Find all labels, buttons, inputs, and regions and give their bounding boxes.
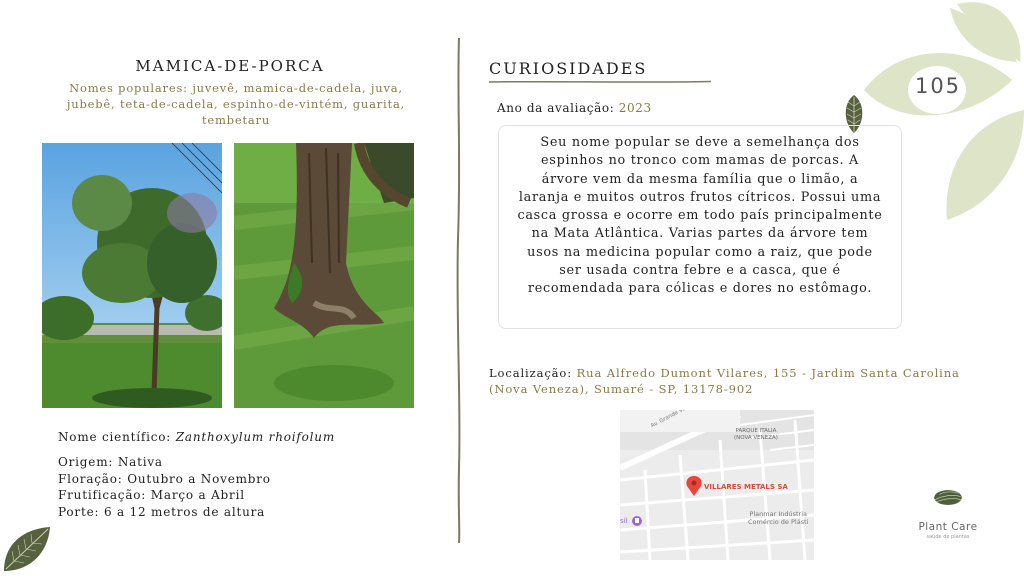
section-divider bbox=[454, 38, 464, 543]
fact-flowering: Floração: Outubro a Novembro bbox=[58, 471, 271, 486]
page-number: 105 bbox=[914, 74, 962, 98]
evaluation-year-label: Ano da avaliação: bbox=[497, 101, 615, 115]
tree-photo bbox=[42, 143, 222, 408]
corner-leaf-icon bbox=[2, 525, 52, 573]
curiosities-text: Seu nome popular se deve a semelhança dos espinhos no tronco com mamas de porcas. A árvore vem da mesma família que o limão, a laranja e muitos outros frutos cítricos. Possui uma casca grossa e ocorre em todo país principalmente na Mata Atlântica. Varias partes da árvore tem usos na medicina popular como a raiz, que pode ser usada contra febre e a casca, que é recomendada para cólicas e dores no estômago. bbox=[498, 125, 902, 329]
brand-name: Plant Care bbox=[918, 521, 978, 533]
location-label: Localização: bbox=[489, 366, 573, 380]
scientific-name: Zanthoxylum rhoifolum bbox=[175, 430, 336, 444]
popular-names-label: Nomes populares: bbox=[69, 81, 188, 95]
fact-origin: Origem: Nativa bbox=[58, 455, 163, 469]
map-district-label: PARQUE ITALIA (NOVA VENEZA) bbox=[734, 428, 778, 441]
brand-tagline: saúde de plantas bbox=[926, 534, 970, 540]
species-common-name: MAMICA-DE-PORCA bbox=[135, 57, 325, 75]
title-underline bbox=[489, 80, 711, 84]
evaluation-year-value: 2023 bbox=[618, 101, 652, 115]
map-pin-label: VILLARES METALS SA bbox=[704, 483, 788, 491]
fact-fruiting: Frutificação: Março a Abril bbox=[58, 488, 245, 502]
map-edge-label: sil bbox=[620, 517, 628, 525]
scientific-name-line bbox=[58, 430, 335, 444]
popular-names bbox=[52, 80, 420, 128]
fact-size: Porte: 6 a 12 metros de altura bbox=[58, 504, 266, 519]
scientific-name-label: Nome científico: bbox=[58, 430, 172, 444]
location bbox=[489, 366, 969, 397]
plant-care-logo-icon bbox=[902, 488, 994, 522]
popular-names-value: juvevê, mamica-de-cadela, juva, jubebê, teta-de-cadela, espinho-de-vintém, guarita, tembetaru bbox=[66, 81, 406, 127]
evaluation-year bbox=[497, 101, 652, 115]
curiosities-title: CURIOSIDADES bbox=[489, 59, 648, 78]
location-map[interactable] bbox=[620, 410, 814, 560]
map-poi-label: Planmar Indústria Comércio de Plásti bbox=[748, 510, 809, 526]
species-facts bbox=[58, 454, 271, 520]
trunk-photo bbox=[234, 143, 414, 408]
location-address: Rua Alfredo Dumont Vilares, 155 - Jardim Santa Carolina (Nova Veneza), Sumaré - SP, 13178-902 bbox=[489, 366, 960, 396]
